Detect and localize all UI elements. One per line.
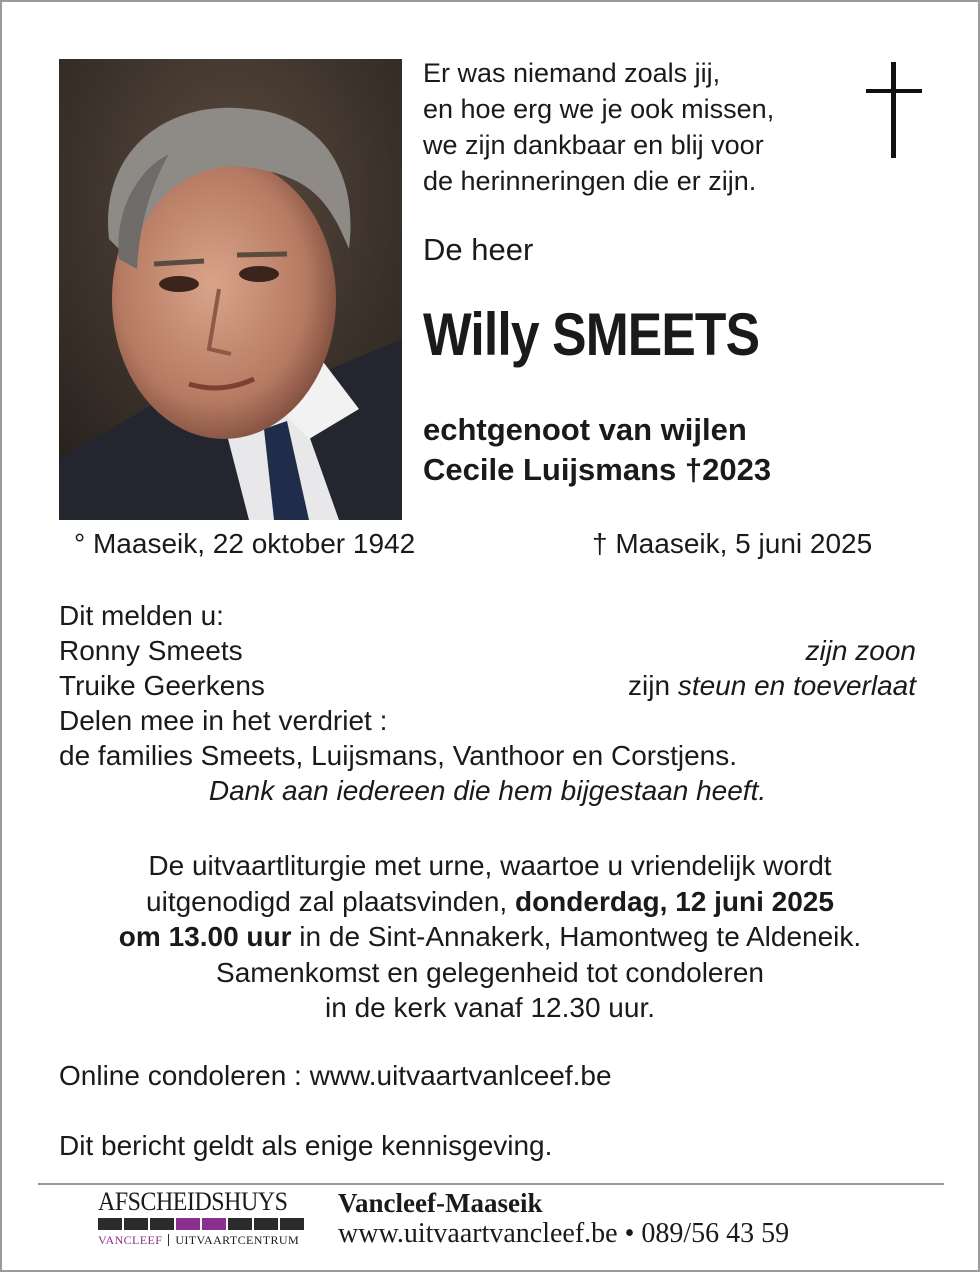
announcer-row [59, 668, 916, 703]
announcer-name: Ronny Smeets [59, 635, 243, 666]
ceremony-date: donderdag, 12 juni 2025 [514, 885, 834, 917]
logo-title: AFSCHEIDSHUYS [98, 1187, 288, 1216]
ceremony-line-5: in de kerk vanaf 12.30 uur. [325, 992, 655, 1023]
ceremony-line-1: De uitvaartliturgie met urne, waartoe u vriendelijk wordt [148, 850, 832, 881]
deceased-name: Willy SMEETS [423, 301, 760, 368]
poem-line: Er was niemand zoals jij, [423, 58, 721, 88]
company-contact: www.uitvaartvancleef.be • 089/56 43 59 [338, 1218, 790, 1249]
thanks: Dank aan iedereen die hem bijgestaan heeft. [208, 775, 767, 806]
notice: Dit bericht geldt als enige kennisgeving. [59, 1130, 553, 1161]
poem [423, 55, 863, 199]
spouse-info [423, 410, 771, 490]
ceremony-info [59, 848, 921, 1026]
ceremony-line-2 [59, 884, 921, 920]
families: de families Smeets, Luijsmans, Vanthoor en Corstjens. [59, 740, 738, 771]
company-name: Vancleef-Maaseik [338, 1188, 543, 1218]
cross-icon [866, 62, 922, 160]
ceremony-line-4: Samenkomst en gelegenheid tot condoleren [216, 956, 764, 988]
logo-sub-left: VANCLEEF [98, 1233, 163, 1247]
announcer-relation: zijn zoon [805, 635, 916, 666]
ceremony-time: om 13.00 uur [118, 921, 292, 952]
announcer-relation-prefix: zijn [628, 670, 678, 701]
portrait-photo [59, 59, 402, 520]
poem-line: we zijn dankbaar en blij voor [423, 130, 764, 160]
poem-line: de herinneringen die er zijn. [423, 166, 757, 196]
ceremony-location: in de Sint-Annakerk, Hamontweg te Aldeneik. [291, 921, 862, 952]
ceremony-line-3 [59, 919, 921, 955]
poem-line: en hoe erg we je ook missen, [423, 94, 775, 124]
announcers [59, 598, 916, 808]
birth-date: ° Maaseik, 22 oktober 1942 [74, 528, 416, 559]
spouse-line-2: Cecile Luijsmans †2023 [423, 452, 772, 487]
ceremony-text: uitgenodigd zal plaatsvinden, [146, 885, 515, 917]
announcer-row [59, 633, 916, 668]
death-date: † Maaseik, 5 juni 2025 [592, 528, 873, 559]
spouse-line-1: echtgenoot van wijlen [423, 412, 747, 447]
logo-sub-right: UITVAARTCENTRUM [175, 1233, 300, 1247]
announcer-relation: steun en toeverlaat [677, 670, 916, 701]
announcer-name: Truike Geerkens [59, 670, 265, 701]
online-condolence: Online condoleren : www.uitvaartvanlceef.be [59, 1060, 612, 1091]
logo-bar [98, 1218, 304, 1230]
share-intro: Delen mee in het verdriet : [59, 705, 388, 736]
funeral-home-logo [98, 1188, 308, 1252]
footer-divider [38, 1183, 944, 1185]
logo-subtitle [98, 1233, 308, 1248]
announcers-intro: Dit melden u: [59, 600, 224, 631]
salutation: De heer [423, 232, 534, 267]
